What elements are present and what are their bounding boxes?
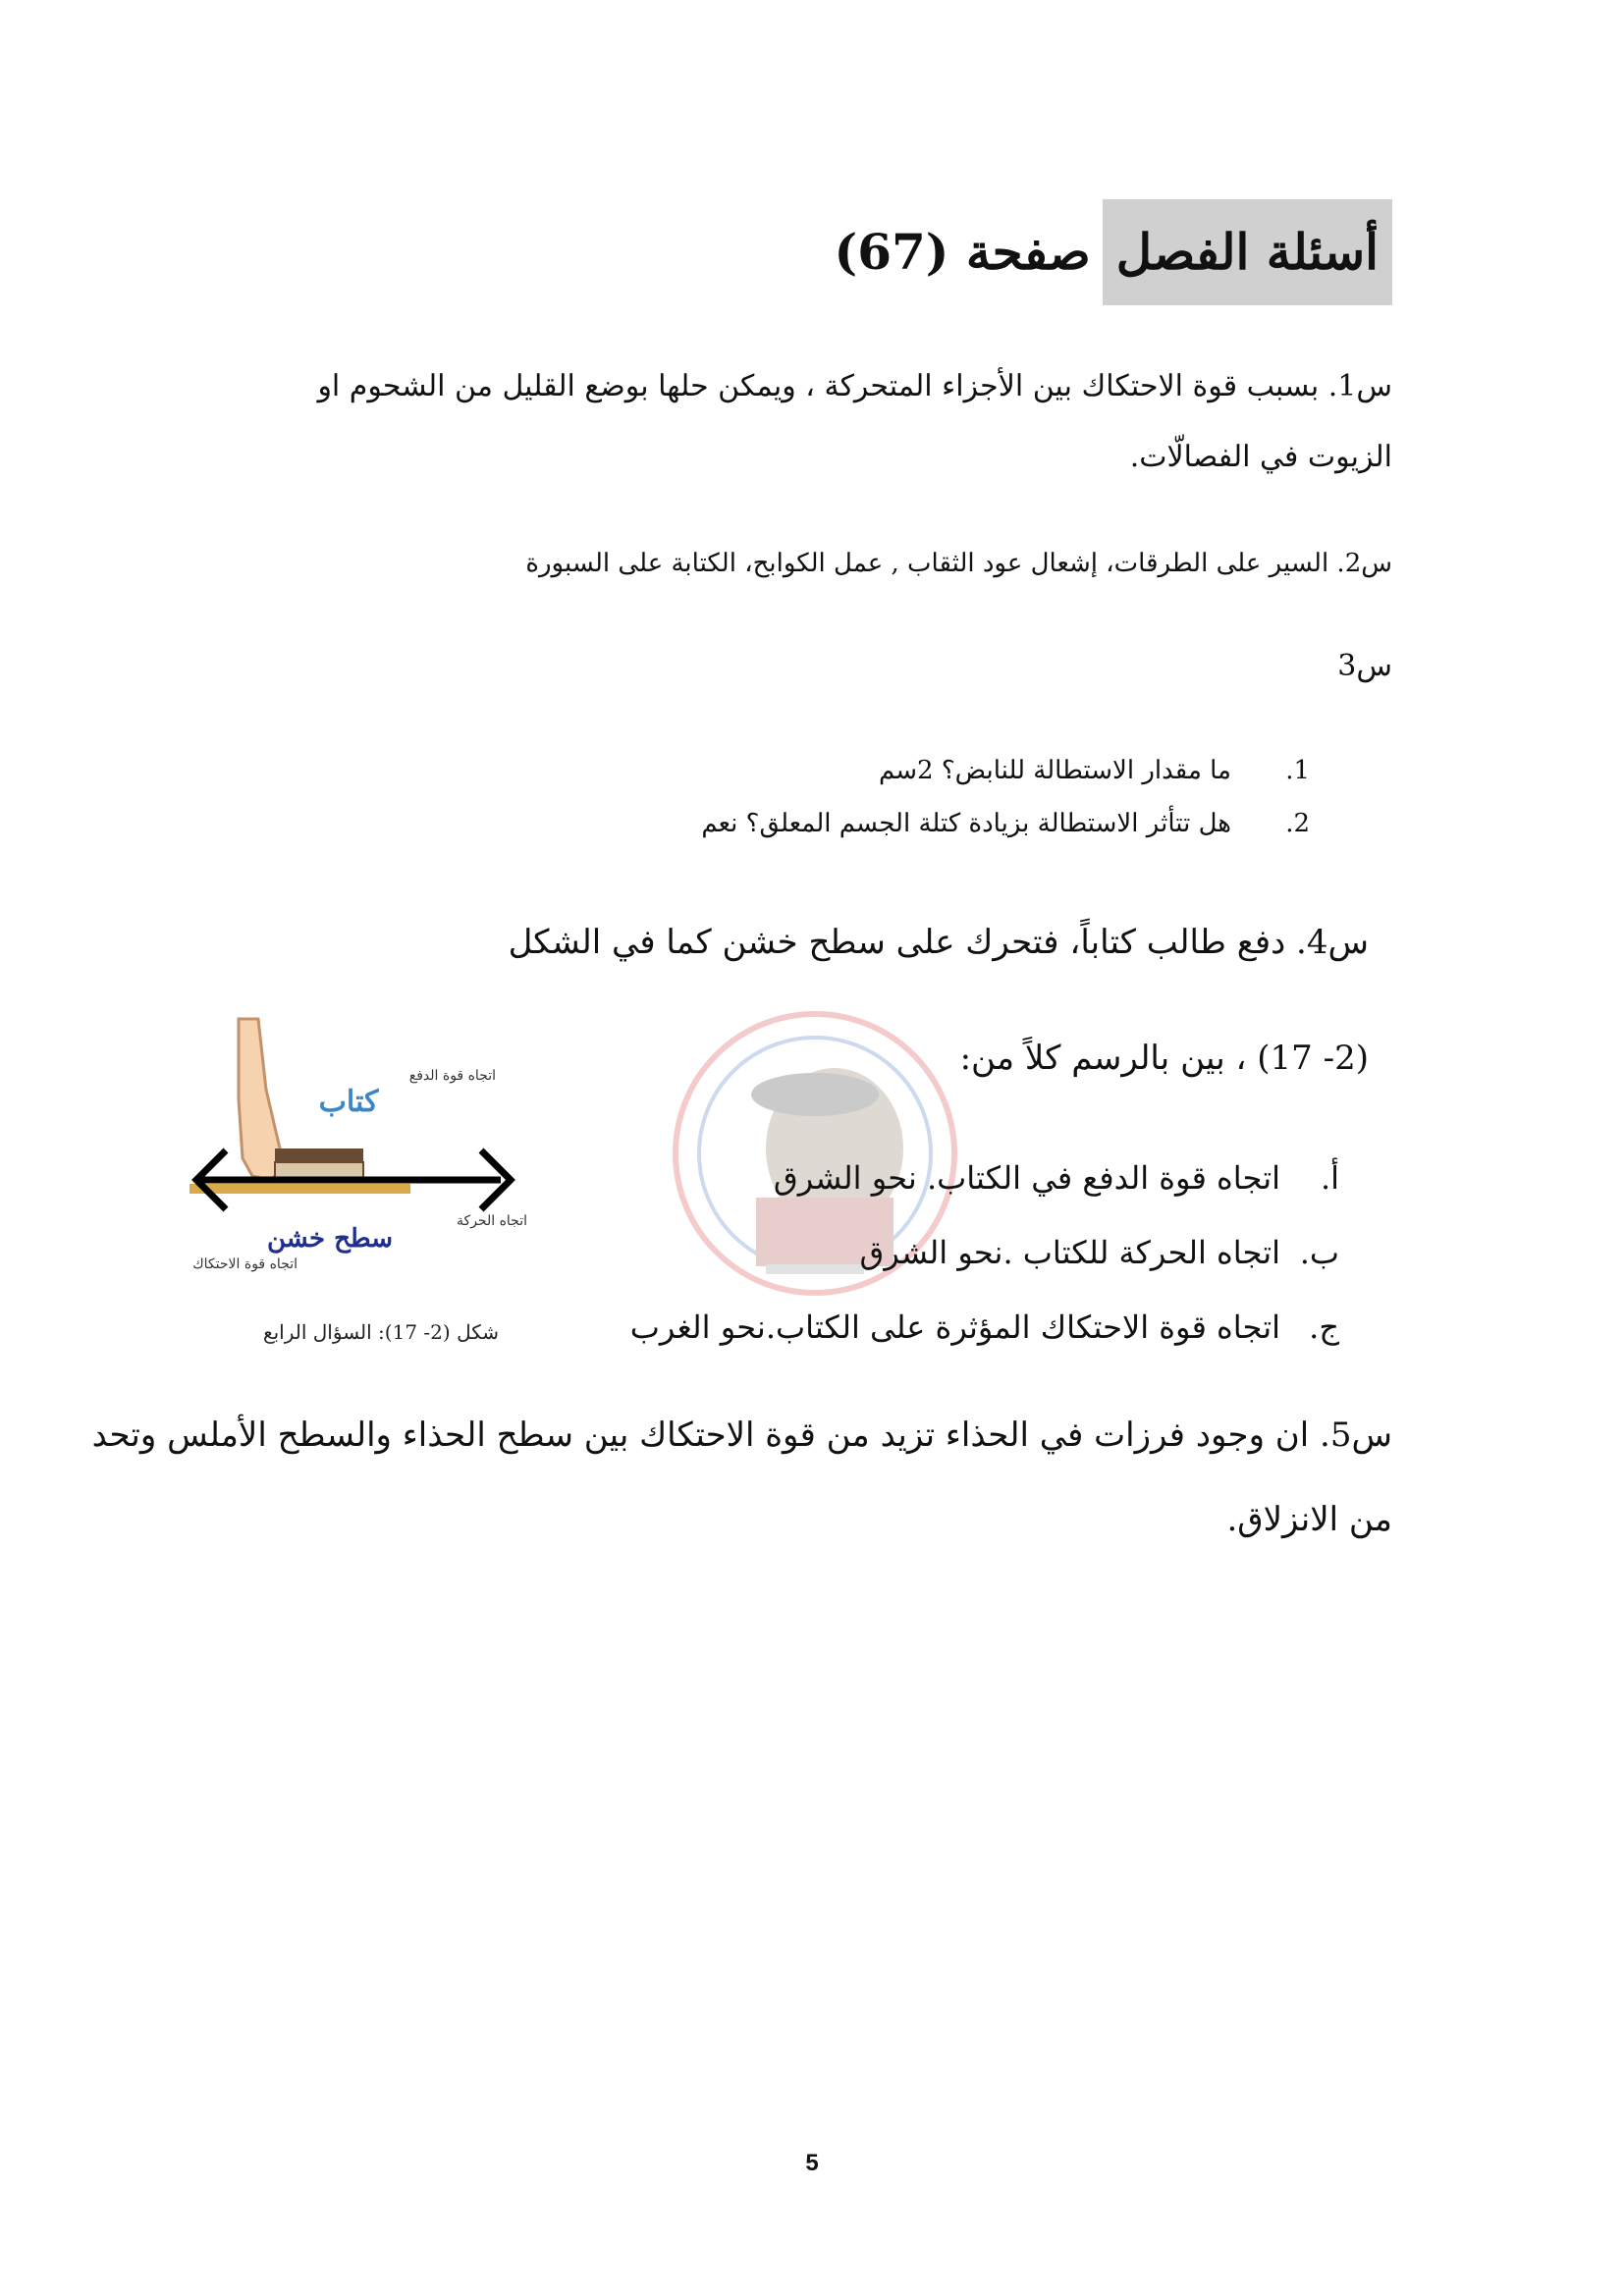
list-item: ج. اتجاه قوة الاحتكاك المؤثرة على الكتاب.نحو الغرب xyxy=(629,1308,1339,1346)
list-item: 1. ما مقدار الاستطالة للنابض؟ 2سم xyxy=(878,756,1310,785)
title-page-ref: صفحة (67) xyxy=(834,223,1091,281)
question-4-line-1: س4. دفع طالب كتاباً، فتحرك على سطح خشن كما في الشكل xyxy=(508,923,1369,962)
question-2: س2. السير على الطرقات، إشعال عود الثقاب , عمل الكوابح، الكتابة على السبورة xyxy=(525,549,1392,578)
list-item: ب. اتجاه الحركة للكتاب .نحو الشرق xyxy=(859,1234,1339,1271)
rough-surface xyxy=(189,1184,410,1194)
title-highlighted: أسئلة الفصل xyxy=(1103,199,1392,305)
friction-direction-label: اتجاه قوة الاحتكاك xyxy=(192,1256,298,1272)
book-top xyxy=(275,1148,363,1162)
question-1-line-1: س1. بسبب قوة الاحتكاك بين الأجزاء المتحركة ، ويمكن حلها بوضع القليل من الشحوم او xyxy=(317,369,1392,403)
motion-direction-label: اتجاه الحركة xyxy=(457,1213,527,1229)
list-item: أ. اتجاه قوة الدفع في الكتاب. نحو الشرق xyxy=(773,1159,1339,1197)
rough-surface-label: سطح خشن xyxy=(266,1224,393,1254)
figure-caption: شكل (2- 17): السؤال الرابع xyxy=(262,1320,500,1344)
question-5-line-2: من الانزلاق. xyxy=(1226,1500,1392,1539)
page-number: 5 xyxy=(805,2150,819,2176)
question-5 xyxy=(92,1412,1392,1543)
friction-figure xyxy=(182,1011,555,1306)
question-5-line-1: س5. ان وجود فرزات في الحذاء تزيد من قوة الاحتكاك بين سطح الحذاء والسطح الأملس وتحد xyxy=(91,1415,1392,1455)
book-label: كتاب xyxy=(318,1085,379,1119)
question-3-list xyxy=(701,744,1310,850)
list-item: 2. هل تتأثر الاستطالة بزيادة كتلة الجسم المعلق؟ نعم xyxy=(701,809,1310,838)
push-direction-label: اتجاه قوة الدفع xyxy=(408,1068,496,1084)
question-1-line-2: الزيوت في الفصالّات. xyxy=(1129,440,1392,474)
book-pages xyxy=(275,1162,363,1178)
chapter-title xyxy=(835,198,1392,306)
question-3-label: س3 xyxy=(1337,649,1392,683)
question-4-list xyxy=(630,1141,1339,1364)
question-4-line-2: (2- 17) ، بين بالرسم كلاً من: xyxy=(959,1039,1369,1078)
question-1 xyxy=(317,363,1392,481)
